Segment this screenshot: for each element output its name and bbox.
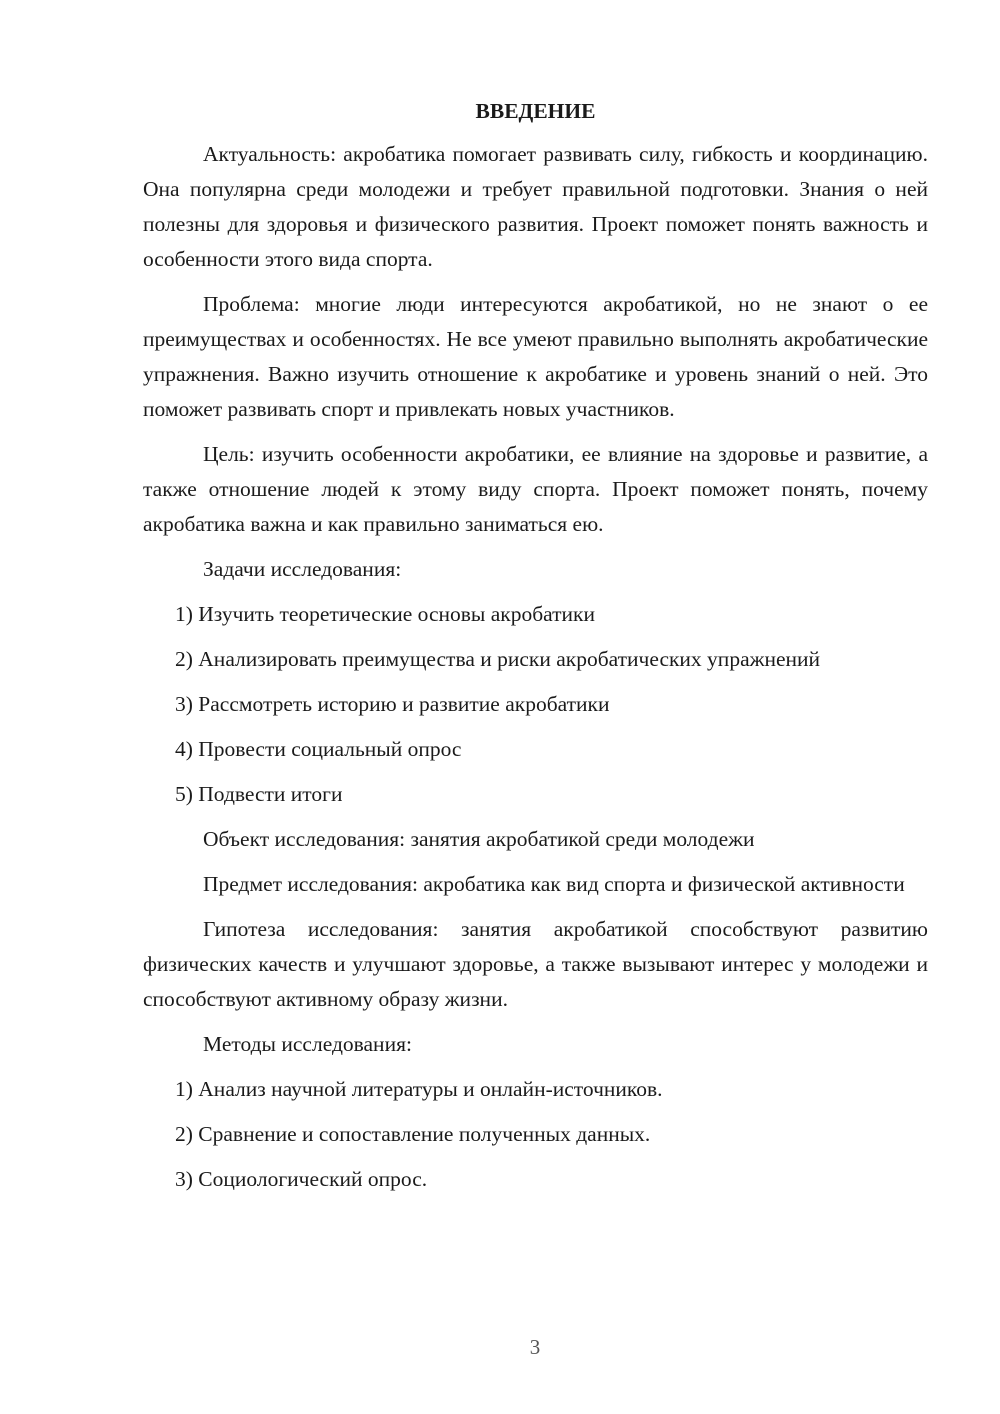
task-item: 5) Подвести итоги — [175, 782, 343, 806]
task-item: 4) Провести социальный опрос — [175, 737, 462, 761]
paragraph-goal: Цель: изучить особенности акробатики, ее влияние на здоровье и развитие, а также отношение людей к этому виду спорта. Проект поможет понять, почему акробатика важна и как правильно заниматься ею. — [143, 442, 928, 536]
page-content — [143, 96, 928, 1207]
paragraph-problem: Проблема: многие люди интересуются акробатикой, но не знают о ее преимуществах и особенностях. Не все умеют правильно выполнять акробатические упражнения. Важно изучить отношение к акробатике и уровень знаний о ней. Это поможет развивать спорт и привлекать новых участников. — [143, 292, 928, 421]
tasks-list — [143, 597, 928, 812]
methods-list — [143, 1072, 928, 1197]
paragraph-object: Объект исследования: занятия акробатикой среди молодежи — [203, 827, 755, 851]
method-item: 3) Социологический опрос. — [175, 1167, 428, 1191]
paragraph-hypothesis: Гипотеза исследования: занятия акробатикой способствуют развитию физических качеств и улучшают здоровье, а также вызывают интерес у молодежи и способствуют активному образу жизни. — [143, 917, 928, 1011]
methods-heading: Методы исследования: — [203, 1032, 412, 1056]
task-item: 1) Изучить теоретические основы акробатики — [175, 602, 596, 626]
tasks-heading: Задачи исследования: — [203, 557, 402, 581]
page-title: ВВЕДЕНИЕ — [475, 99, 596, 123]
paragraph-relevance: Актуальность: акробатика помогает развивать силу, гибкость и координацию. Она популярна среди молодежи и требует правильной подготовки. Знания о ней полезны для здоровья и физического развития. Проект поможет понять важность и особенности этого вида спорта. — [143, 142, 928, 271]
task-item: 3) Рассмотреть историю и развитие акробатики — [175, 692, 610, 716]
method-item: 2) Сравнение и сопоставление полученных данных. — [175, 1122, 651, 1146]
paragraph-subject: Предмет исследования: акробатика как вид спорта и физической активности — [203, 872, 905, 896]
task-item: 2) Анализировать преимущества и риски акробатических упражнений — [175, 647, 821, 671]
page-number: 3 — [529, 1335, 541, 1359]
method-item: 1) Анализ научной литературы и онлайн-источников. — [175, 1077, 663, 1101]
